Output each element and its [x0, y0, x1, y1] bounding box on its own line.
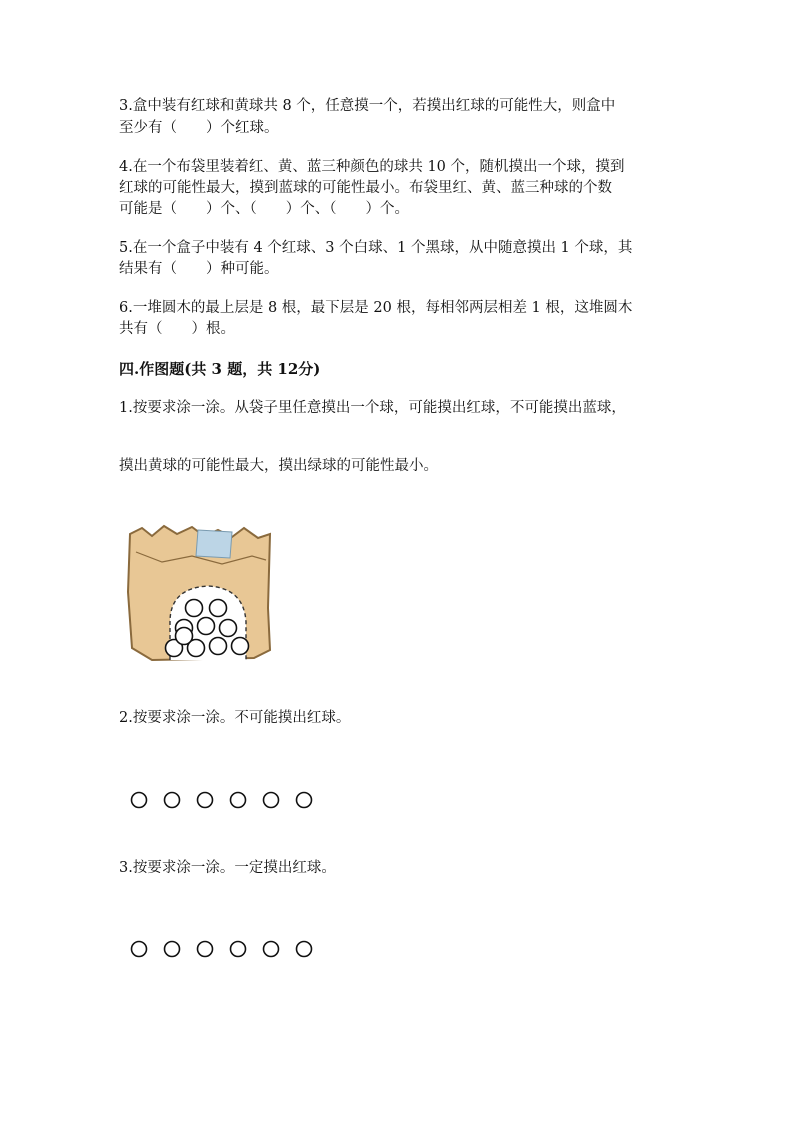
colorable-ball-circle[interactable] [264, 793, 279, 808]
question-3-line-2: 至少有（ ）个红球。 [119, 120, 279, 136]
drawing-question-2-text: 2.按要求涂一涂。不可能摸出红球。 [119, 710, 351, 726]
paper-bag-image [122, 522, 274, 668]
colorable-ball-circle[interactable] [132, 793, 147, 808]
colorable-ball-circle[interactable] [165, 942, 180, 957]
bag-illustration [122, 522, 274, 668]
colorable-ball-circle[interactable] [231, 793, 246, 808]
question-6-line-1: 6.一堆圆木的最上层是 8 根，最下层是 20 根，每相邻两层相差 1 根，这堆圆木 [119, 300, 633, 316]
question-5-line-2: 结果有（ ）种可能。 [119, 261, 279, 277]
colorable-ball-circle[interactable] [165, 793, 180, 808]
colorable-ball-circle[interactable] [297, 942, 312, 957]
colorable-ball-circle[interactable] [297, 793, 312, 808]
colorable-ball-circle[interactable] [231, 942, 246, 957]
colorable-ball-circle[interactable] [198, 793, 213, 808]
circle-row-1 [128, 789, 328, 811]
bag-ball-circle [210, 600, 227, 617]
colorable-ball-circle[interactable] [132, 942, 147, 957]
section-title: 四.作图题(共 3 题，共 12分) [119, 360, 321, 378]
question-5-line-1: 5.在一个盒子中装有 4 个红球、3 个白球、1 个黑球，从中随意摸出 1 个球，其 [119, 240, 633, 256]
colorable-ball-circle[interactable] [264, 942, 279, 957]
bag-label-tag [196, 530, 232, 558]
bag-ball-circle [220, 620, 237, 637]
drawing-question-3-text: 3.按要求涂一涂。一定摸出红球。 [119, 860, 336, 876]
question-3-line-1: 3.盒中装有红球和黄球共 8 个，任意摸一个，若摸出红球的可能性大，则盒中 [119, 98, 616, 114]
drawing-question-1-line-1: 1.按要求涂一涂。从袋子里任意摸出一个球，可能摸出红球，不可能摸出蓝球， [119, 400, 626, 416]
bag-ball-circle [176, 628, 193, 645]
question-4-line-3: 可能是（ ）个、（ ）个、（ ）个。 [119, 201, 409, 217]
drawing-question-1-line-2: 摸出黄球的可能性最大，摸出绿球的可能性最小。 [119, 458, 438, 474]
bag-ball-circle [186, 600, 203, 617]
colorable-ball-circle[interactable] [198, 942, 213, 957]
bag-ball-circle [198, 618, 215, 635]
question-4-line-1: 4.在一个布袋里装着红、黄、蓝三种颜色的球共 10 个，随机摸出一个球，摸到 [119, 159, 625, 175]
bag-ball-circle [210, 638, 227, 655]
question-6-line-2: 共有（ ）根。 [119, 321, 235, 337]
question-4-line-2: 红球的可能性最大，摸到蓝球的可能性最小。布袋里红、黄、蓝三种球的个数 [119, 180, 612, 196]
circle-row-2 [128, 938, 328, 960]
bag-ball-circle [232, 638, 249, 655]
